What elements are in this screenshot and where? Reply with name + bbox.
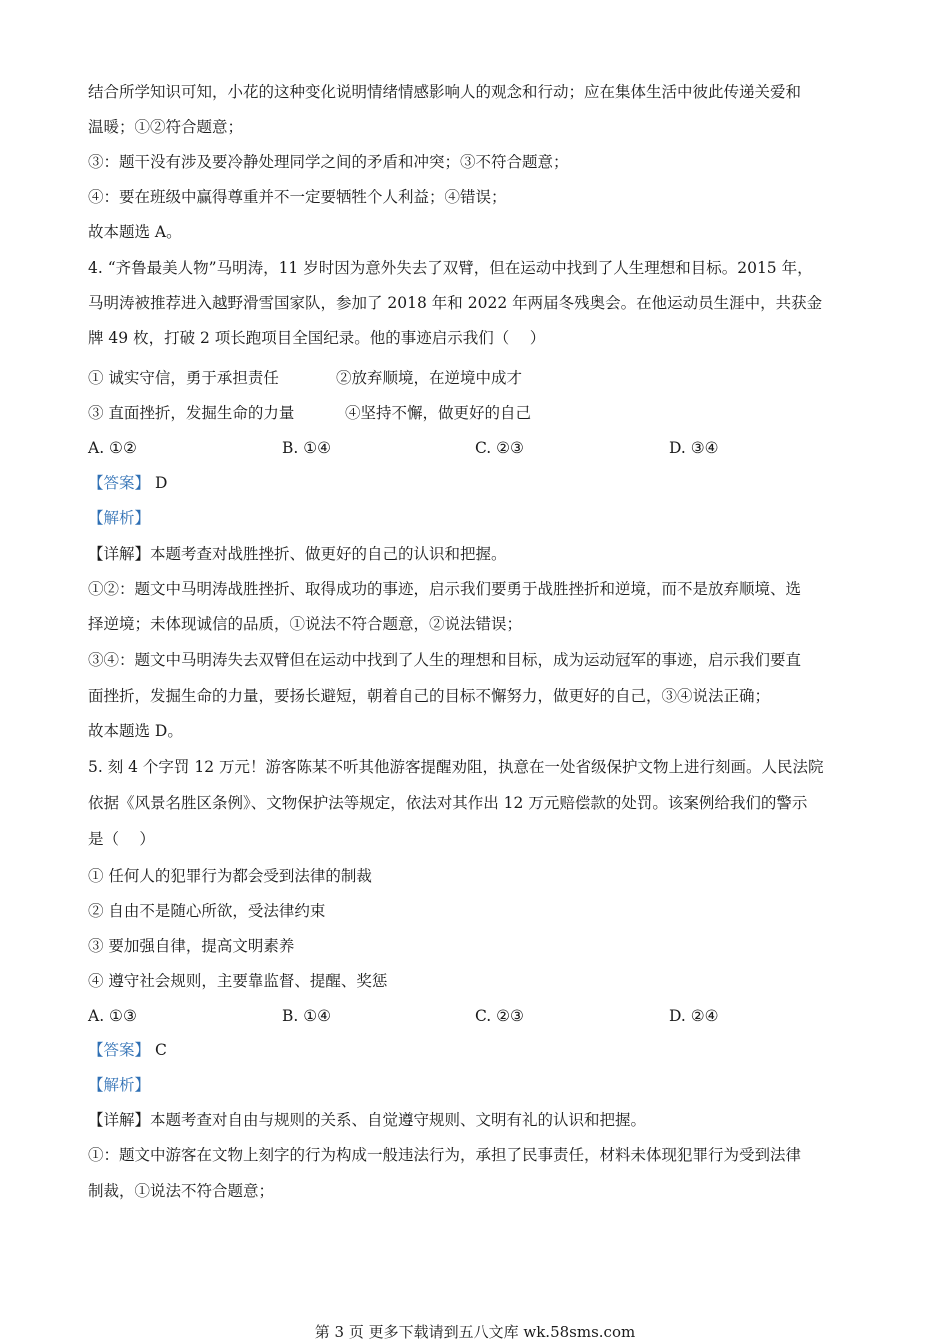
answer-tag: 【答案】 (88, 474, 151, 492)
q4-stem-line-2: 马明涛被推荐进入越野滑雪国家队，参加了 2018 年和 2022 年两届冬残奥会。在他运动员生涯中，共获金 (88, 294, 823, 312)
q4-explain-line-4: 面挫折，发掘生命的力量，要扬长避短，朝着自己的目标不懈努力，做更好的自己，③④说法正确； (88, 687, 771, 705)
q4-item-2: ②放弃顺境，在逆境中成才 (336, 369, 523, 387)
q4-explain-line-3: ③④：题文中马明涛失去双臂但在运动中找到了人生的理想和目标，成为运动冠军的事迹，启示我们要直 (88, 651, 802, 669)
q5-stem-line-1: 5. 刻 4 个字罚 12 万元！游客陈某不听其他游客提醒劝阻，执意在一处省级保护文物上进行刻画。人民法院 (88, 758, 824, 776)
q4-stem-line-1: 4. “齐鲁最美人物”马明涛，11 岁时因为意外失去了双臂，但在运动中找到了人生理想和目标。2015 年， (88, 259, 813, 277)
q5-stem-line-2: 依据《风景名胜区条例》、文物保护法等规定，依法对其作出 12 万元赔偿款的处罚。该案例给我们的警示 (88, 794, 808, 812)
q4-option-c: C. ②③ (475, 439, 524, 457)
answer-value: C (154, 1041, 167, 1059)
q5-item-2: ② 自由不是随心所欲，受法律约束 (88, 902, 326, 920)
answer-value: D (154, 474, 168, 492)
q5-item-1: ① 任何人的犯罪行为都会受到法律的制裁 (88, 867, 372, 885)
analysis-tag: 【解析】 (88, 1076, 151, 1094)
q4-option-a: A. ①② (88, 439, 137, 457)
q4-detail (88, 544, 507, 564)
q4-analysis-tag (88, 508, 150, 528)
detail-tag: 【详解】 (88, 545, 151, 563)
detail-text: 本题考查对战胜挫折、做更好的自己的认识和把握。 (150, 545, 507, 563)
prev-explain-line-3: ③：题干没有涉及要冷静处理同学之间的矛盾和冲突；③不符合题意； (88, 153, 569, 171)
detail-text: 本题考查对自由与规则的关系、自觉遵守规则、文明有礼的认识和把握。 (150, 1111, 647, 1129)
q4-answer (88, 473, 167, 493)
q5-detail (88, 1110, 646, 1130)
q4-item-4: ④坚持不懈，做更好的自己 (345, 404, 532, 422)
q4-option-d: D. ③④ (669, 439, 719, 457)
q4-stem-line-3: 牌 49 枚，打破 2 项长跑项目全国纪录。他的事迹启示我们（ ） (88, 329, 546, 347)
q5-option-b: B. ①④ (282, 1007, 332, 1025)
q5-explain-line-2: 制裁，①说法不符合题意； (88, 1182, 275, 1200)
q4-item-3: ③ 直面挫折，发掘生命的力量 (88, 404, 295, 422)
q5-analysis-tag (88, 1075, 150, 1095)
q5-stem-line-3: 是（ ） (88, 830, 155, 848)
q5-option-c: C. ②③ (475, 1007, 524, 1025)
q5-item-4: ④ 遵守社会规则，主要靠监督、提醒、奖惩 (88, 972, 388, 990)
page-footer: 第 3 页 更多下载请到五八文库 wk.58sms.com (314, 1323, 636, 1341)
prev-conclusion: 故本题选 A。 (88, 223, 182, 241)
q4-option-b: B. ①④ (282, 439, 332, 457)
prev-explain-line-1: 结合所学知识可知，小花的这种变化说明情绪情感影响人的观念和行动；应在集体生活中彼此传递关爱和 (88, 83, 802, 101)
q5-option-a: A. ①③ (88, 1007, 137, 1025)
q4-explain-line-2: 择逆境；未体现诚信的品质，①说法不符合题意，②说法错误； (88, 615, 523, 633)
q4-explain-line-1: ①②：题文中马明涛战胜挫折、取得成功的事迹，启示我们要勇于战胜挫折和逆境，而不是放弃顺境、选 (88, 580, 802, 598)
q5-explain-line-1: ①：题文中游客在文物上刻字的行为构成一般违法行为，承担了民事责任，材料未体现犯罪行为受到法律 (88, 1146, 802, 1164)
q5-answer (88, 1040, 167, 1060)
detail-tag: 【详解】 (88, 1111, 151, 1129)
analysis-tag: 【解析】 (88, 509, 151, 527)
q4-item-1: ① 诚实守信，勇于承担责任 (88, 369, 279, 387)
q5-item-3: ③ 要加强自律，提高文明素养 (88, 937, 295, 955)
q4-conclusion: 故本题选 D。 (88, 722, 183, 740)
answer-tag: 【答案】 (88, 1041, 151, 1059)
q5-option-d: D. ②④ (669, 1007, 719, 1025)
prev-explain-line-2: 温暖；①②符合题意； (88, 118, 244, 136)
prev-explain-line-4: ④：要在班级中赢得尊重并不一定要牺牲个人利益；④错误； (88, 188, 507, 206)
